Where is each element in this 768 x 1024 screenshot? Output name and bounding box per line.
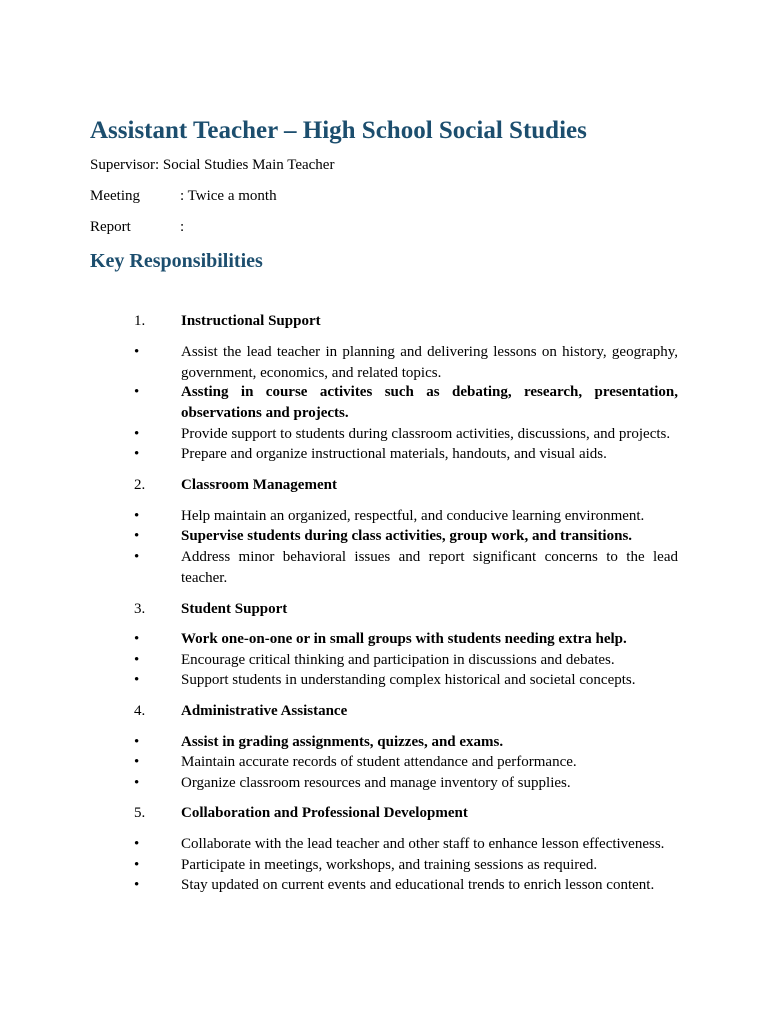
list-item-text: Support students in understanding complex historical and societal concepts. bbox=[181, 672, 636, 688]
list-item-text: Organize classroom resources and manage inventory of supplies. bbox=[181, 775, 571, 791]
list-item-text: Maintain accurate records of student attendance and performance. bbox=[181, 754, 577, 770]
section-number: 4. bbox=[134, 703, 146, 719]
list-item-text: Assting in course activites such as debating, research, presentation, observations and projects. bbox=[181, 384, 678, 421]
list-item bbox=[134, 732, 678, 753]
list-item bbox=[134, 670, 678, 691]
bullet-marker: • bbox=[134, 877, 140, 893]
section-title: Instructional Support bbox=[181, 313, 321, 329]
meeting-value: : Twice a month bbox=[180, 188, 277, 204]
key-responsibilities-heading: Key Responsibilities bbox=[90, 250, 263, 272]
bullet-marker: • bbox=[134, 754, 140, 770]
list-item bbox=[134, 875, 678, 896]
meeting-label: Meeting bbox=[90, 188, 140, 204]
list-item bbox=[134, 444, 678, 465]
list-item bbox=[134, 526, 678, 547]
list-item-text: Prepare and organize instructional materials, handouts, and visual aids. bbox=[181, 446, 607, 462]
list-item-text: Stay updated on current events and educational trends to enrich lesson content. bbox=[181, 877, 655, 893]
list-item bbox=[134, 773, 678, 794]
list-item-text: Participate in meetings, workshops, and training sessions as required. bbox=[181, 857, 598, 873]
list-item-text: Work one-on-one or in small groups with students needing extra help. bbox=[181, 631, 627, 647]
bullet-marker: • bbox=[134, 344, 140, 360]
bullet-marker: • bbox=[134, 857, 140, 873]
supervisor-line: Supervisor: Social Studies Main Teacher bbox=[90, 157, 335, 173]
section-number: 5. bbox=[134, 805, 146, 821]
list-item bbox=[134, 547, 678, 588]
list-item-text: Collaborate with the lead teacher and other staff to enhance lesson effectiveness. bbox=[181, 836, 665, 852]
bullet-marker: • bbox=[134, 734, 140, 750]
list-item-text: Assist in grading assignments, quizzes, and exams. bbox=[181, 734, 504, 750]
section-number: 3. bbox=[134, 601, 146, 617]
report-value: : bbox=[180, 219, 185, 235]
list-item-text: Assist the lead teacher in planning and delivering lessons on history, geography, government, economics, and related topics. bbox=[181, 344, 678, 381]
list-item bbox=[134, 855, 678, 876]
bullet-marker: • bbox=[134, 631, 140, 647]
bullet-marker: • bbox=[134, 775, 140, 791]
list-item bbox=[134, 629, 678, 650]
bullet-marker: • bbox=[134, 528, 140, 544]
report-line bbox=[90, 217, 184, 237]
bullet-marker: • bbox=[134, 549, 140, 565]
list-item bbox=[134, 834, 678, 855]
report-label: Report bbox=[90, 219, 131, 235]
list-item bbox=[134, 506, 678, 527]
section-title: Student Support bbox=[181, 601, 288, 617]
bullet-marker: • bbox=[134, 652, 140, 668]
list-item bbox=[134, 424, 678, 445]
section-title: Classroom Management bbox=[181, 477, 337, 493]
bullet-marker: • bbox=[134, 508, 140, 524]
meeting-line bbox=[90, 186, 277, 206]
bullet-marker: • bbox=[134, 836, 140, 852]
list-item bbox=[134, 342, 678, 383]
list-item bbox=[134, 752, 678, 773]
section-number: 1. bbox=[134, 313, 146, 329]
section-title: Administrative Assistance bbox=[181, 703, 348, 719]
section-number: 2. bbox=[134, 477, 146, 493]
bullet-marker: • bbox=[134, 446, 140, 462]
list-item-text: Address minor behavioral issues and report significant concerns to the lead teacher. bbox=[181, 549, 678, 586]
list-item-text: Encourage critical thinking and participation in discussions and debates. bbox=[181, 652, 615, 668]
list-item-text: Supervise students during class activities, group work, and transitions. bbox=[181, 528, 633, 544]
list-item bbox=[134, 382, 678, 423]
bullet-marker: • bbox=[134, 384, 140, 400]
list-item-text: Provide support to students during classroom activities, discussions, and projects. bbox=[181, 426, 671, 442]
section-title: Collaboration and Professional Development bbox=[181, 805, 468, 821]
bullet-marker: • bbox=[134, 426, 140, 442]
bullet-marker: • bbox=[134, 672, 140, 688]
page-title: Assistant Teacher – High School Social Studies bbox=[90, 117, 587, 144]
list-item bbox=[134, 650, 678, 671]
list-item-text: Help maintain an organized, respectful, and conducive learning environment. bbox=[181, 508, 645, 524]
